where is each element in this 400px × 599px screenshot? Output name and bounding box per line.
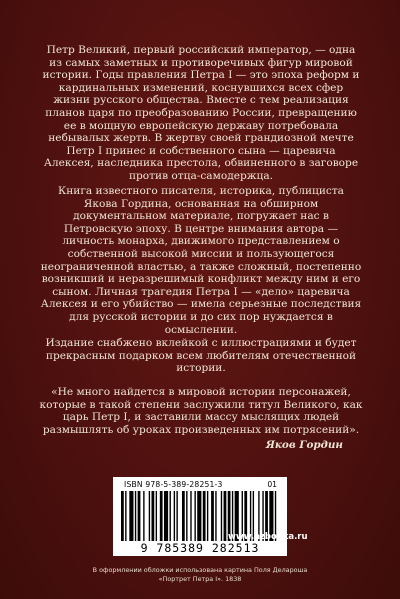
barcode-digits: 9 785389 282513: [140, 541, 260, 555]
barcode-panel: [113, 477, 287, 556]
cover-credit: [0, 566, 400, 584]
issue-number: 01: [267, 480, 277, 489]
cover-credit-line-1: В оформлении обложки использована картина Поля Делароша: [92, 566, 308, 574]
description-paragraph-3: Издание снабжено вклейкой с иллюстрациями и будет прекрасным подарком всем любителям отечественной истории.: [45, 337, 357, 375]
cover-credit-line-2: «Портрет Петра I». 1838: [158, 575, 242, 583]
description-paragraph-1: Петр Великий, первый российский император, — одна из самых заметных и противоречивых фигур мировой истории. Годы правления Петра I — это эпоха реформ и кардинальных изменений, коснувшихся всех сфер жизни русского общества. Вместе с тем реализация планов царя по преобразованию России, превращению ее в мощную европейскую державу потребовала небывалых жертв. В жертву своей грандиозной мечте Петр I принес и собственного сына — царевича Алексея, наследника престола, обвиненного в заговоре против отца-самодержца.: [42, 44, 360, 182]
description-paragraph-2: Книга известного писателя, историка, публициста Якова Гордина, основанная на обширном документальном материале, погружает нас в Петровскую эпоху. В центре внимания автора — личность монарха, движимого представлением о собственной высокой миссии и пользующегося неограниченной властью, а также сложный, постепенно возникший и неразрешимый конфликт между ним и его сыном. Личная трагедия Петра I — «дело» царевича Алексея и его убийство — имела серьезные последствия для русской истории и до сих пор нуждается в осмыслении.: [40, 185, 362, 336]
author-quote: «Не много найдется в мировой истории персонажей, которые в такой степени заслужили титул Великого, как царь Петр I, и заставили массу мыслящих людей размышлять об уроках произведенных им потрясений».: [39, 386, 363, 436]
quote-author: Яков Гордин: [265, 439, 343, 451]
isbn-text: ISBN 978-5-389-28251-3: [124, 480, 223, 489]
publisher-website[interactable]: www.azbooka.ru: [228, 532, 308, 542]
